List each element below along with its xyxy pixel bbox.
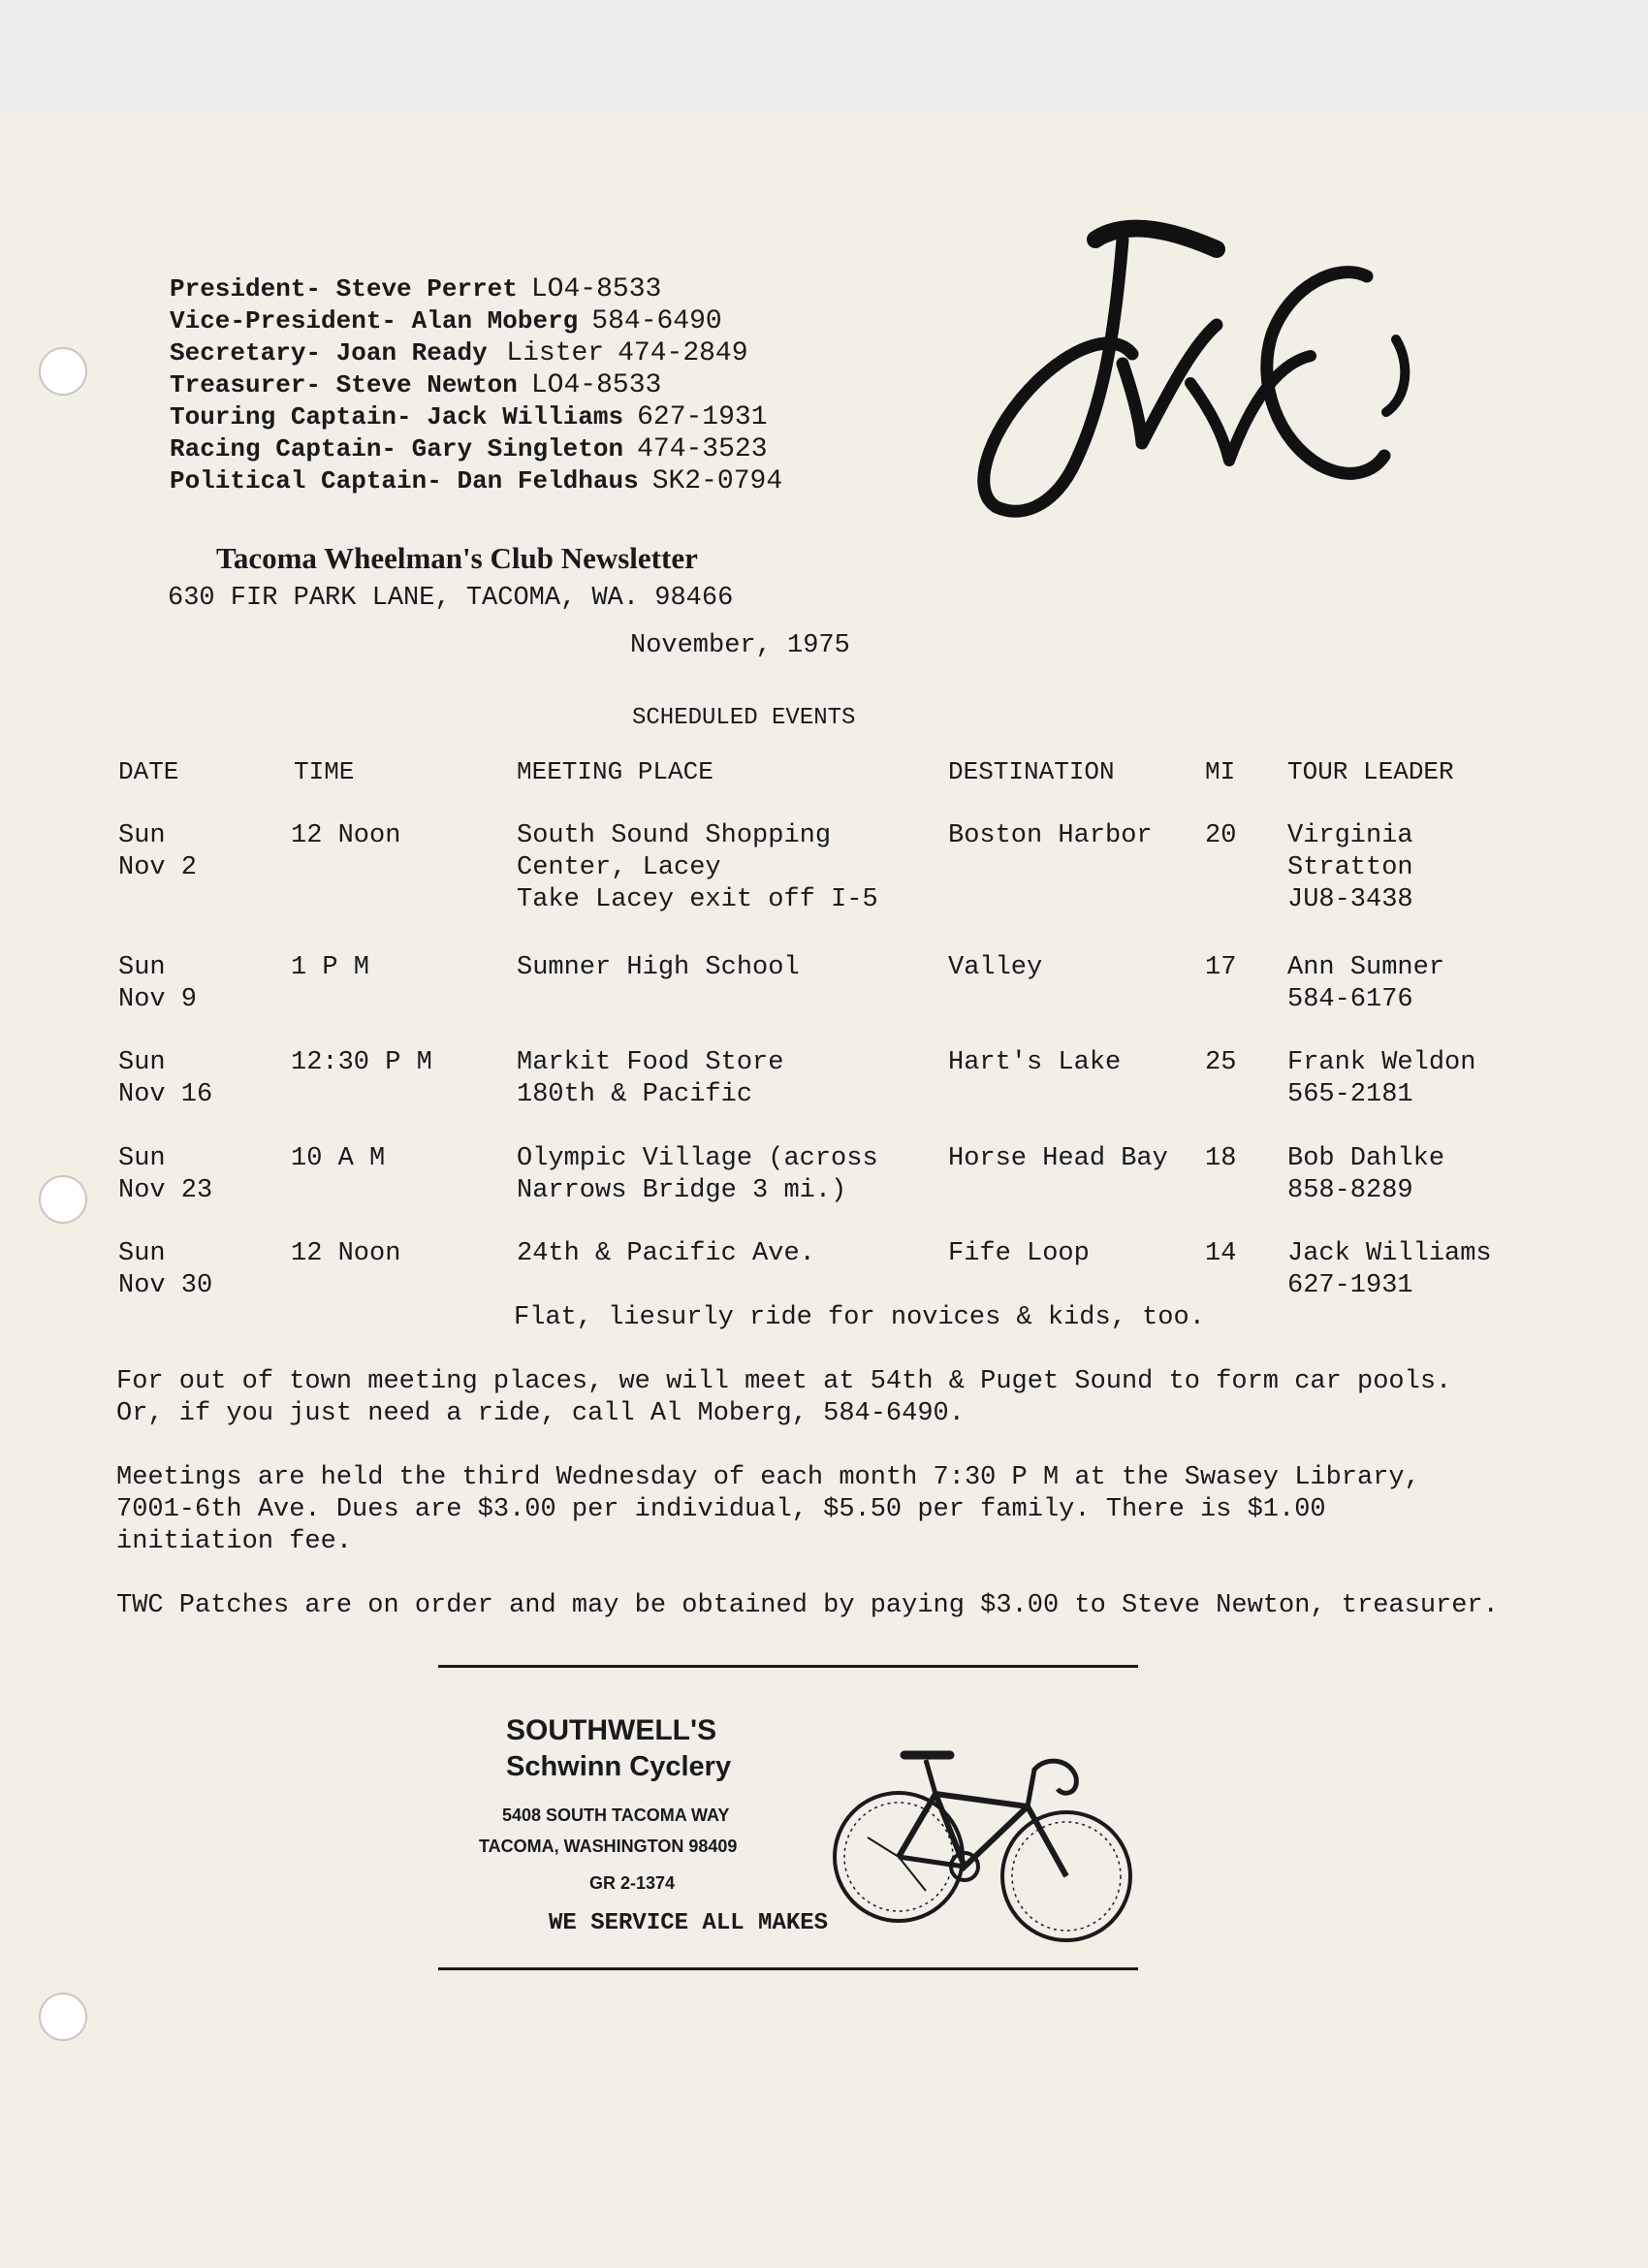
event-meeting-place: 24th & Pacific Ave. [517, 1239, 815, 1268]
event-date: Sun Nov 30 [118, 1239, 213, 1300]
event-tour-leader: Jack Williams 627-1931 [1287, 1239, 1492, 1300]
event-tour-leader: Ann Sumner 584-6176 [1287, 953, 1445, 1014]
column-header-mi: MI [1205, 757, 1236, 786]
ad-city: TACOMA, WASHINGTON 98409 [479, 1837, 738, 1856]
event-date: Sun Nov 2 [118, 821, 198, 882]
event-time: 12:30 P M [291, 1048, 432, 1077]
event-date: Sun Nov 9 [118, 953, 198, 1014]
ad-shop-name: SOUTHWELL'S [506, 1714, 717, 1746]
events-heading: SCHEDULED EVENTS [632, 705, 856, 731]
officer-secretary: Secretary- Joan Ready Lister 474-2849 [170, 338, 748, 368]
event-destination: Boston Harbor [948, 821, 1153, 850]
event-meeting-place: Olympic Village (across Narrows Bridge 3 mi.) [517, 1144, 878, 1205]
event-tour-leader: Bob Dahlke 858-8289 [1287, 1144, 1445, 1205]
punch-hole [39, 347, 87, 396]
events-note: Flat, liesurly ride for novices & kids, too. [514, 1303, 1205, 1332]
event-time: 1 P M [291, 953, 370, 982]
ad-tagline: WE SERVICE ALL MAKES [549, 1910, 829, 1936]
ad-street: 5408 SOUTH TACOMA WAY [502, 1805, 730, 1825]
event-date: Sun Nov 16 [118, 1048, 213, 1109]
twc-logo [969, 218, 1435, 591]
column-header-tour-leader: TOUR LEADER [1287, 757, 1454, 786]
event-time: 10 A M [291, 1144, 386, 1173]
officer-treasurer: Treasurer- Steve Newton LO4-8533 [170, 370, 662, 400]
event-time: 12 Noon [291, 821, 401, 850]
ad-bottom-divider [438, 1967, 1138, 1970]
event-meeting-place: Sumner High School [517, 953, 800, 982]
punch-hole [39, 1175, 87, 1224]
column-header-meeting-place: MEETING PLACE [517, 757, 713, 786]
punch-hole [39, 1993, 87, 2041]
event-miles: 25 [1205, 1048, 1237, 1077]
officer-touring-captain: Touring Captain- Jack Williams 627-1931 [170, 402, 768, 432]
event-tour-leader: Frank Weldon 565-2181 [1287, 1048, 1476, 1109]
event-destination: Valley [948, 953, 1043, 982]
event-miles: 20 [1205, 821, 1237, 850]
ad-phone: GR 2-1374 [589, 1873, 676, 1893]
newsletter-title: Tacoma Wheelman's Club Newsletter [216, 541, 698, 575]
officer-political-captain: Political Captain- Dan Feldhaus SK2-0794 [170, 466, 783, 496]
column-header-time: TIME [294, 757, 355, 786]
event-miles: 14 [1205, 1239, 1237, 1268]
event-miles: 18 [1205, 1144, 1237, 1173]
officer-vice-president: Vice-President- Alan Moberg 584-6490 [170, 306, 722, 336]
event-time: 12 Noon [291, 1239, 401, 1268]
event-date: Sun Nov 23 [118, 1144, 213, 1205]
club-address: 630 FIR PARK LANE, TACOMA, WA. 98466 [168, 584, 734, 613]
bicycle-icon [829, 1702, 1139, 1954]
meetings-paragraph: Meetings are held the third Wednesday of each month 7:30 P M at the Swasey Library, 7001-6th Ave. Dues are $3.00 per individual, $5.50 per family. There is $1.00 initiation fee. [116, 1463, 1420, 1556]
event-destination: Fife Loop [948, 1239, 1090, 1268]
ad-top-divider [438, 1665, 1138, 1668]
event-destination: Horse Head Bay [948, 1144, 1168, 1173]
column-header-date: DATE [118, 757, 179, 786]
event-miles: 17 [1205, 953, 1237, 982]
event-destination: Hart's Lake [948, 1048, 1122, 1077]
ad-subtitle: Schwinn Cyclery [506, 1751, 732, 1782]
event-meeting-place: South Sound Shopping Center, Lacey Take Lacey exit off I-5 [517, 821, 878, 914]
newsletter-date: November, 1975 [630, 631, 850, 660]
officer-president: President- Steve Perret LO4-8533 [170, 274, 662, 304]
carpool-paragraph: For out of town meeting places, we will meet at 54th & Puget Sound to form car pools. Or, if you just need a ride, call Al Moberg, 584-6490. [116, 1367, 1452, 1428]
officer-racing-captain: Racing Captain- Gary Singleton 474-3523 [170, 434, 768, 464]
column-header-destination: DESTINATION [948, 757, 1115, 786]
event-meeting-place: Markit Food Store 180th & Pacific [517, 1048, 784, 1109]
event-tour-leader: Virginia Stratton JU8-3438 [1287, 821, 1413, 914]
patches-paragraph: TWC Patches are on order and may be obtained by paying $3.00 to Steve Newton, treasurer. [116, 1591, 1499, 1620]
